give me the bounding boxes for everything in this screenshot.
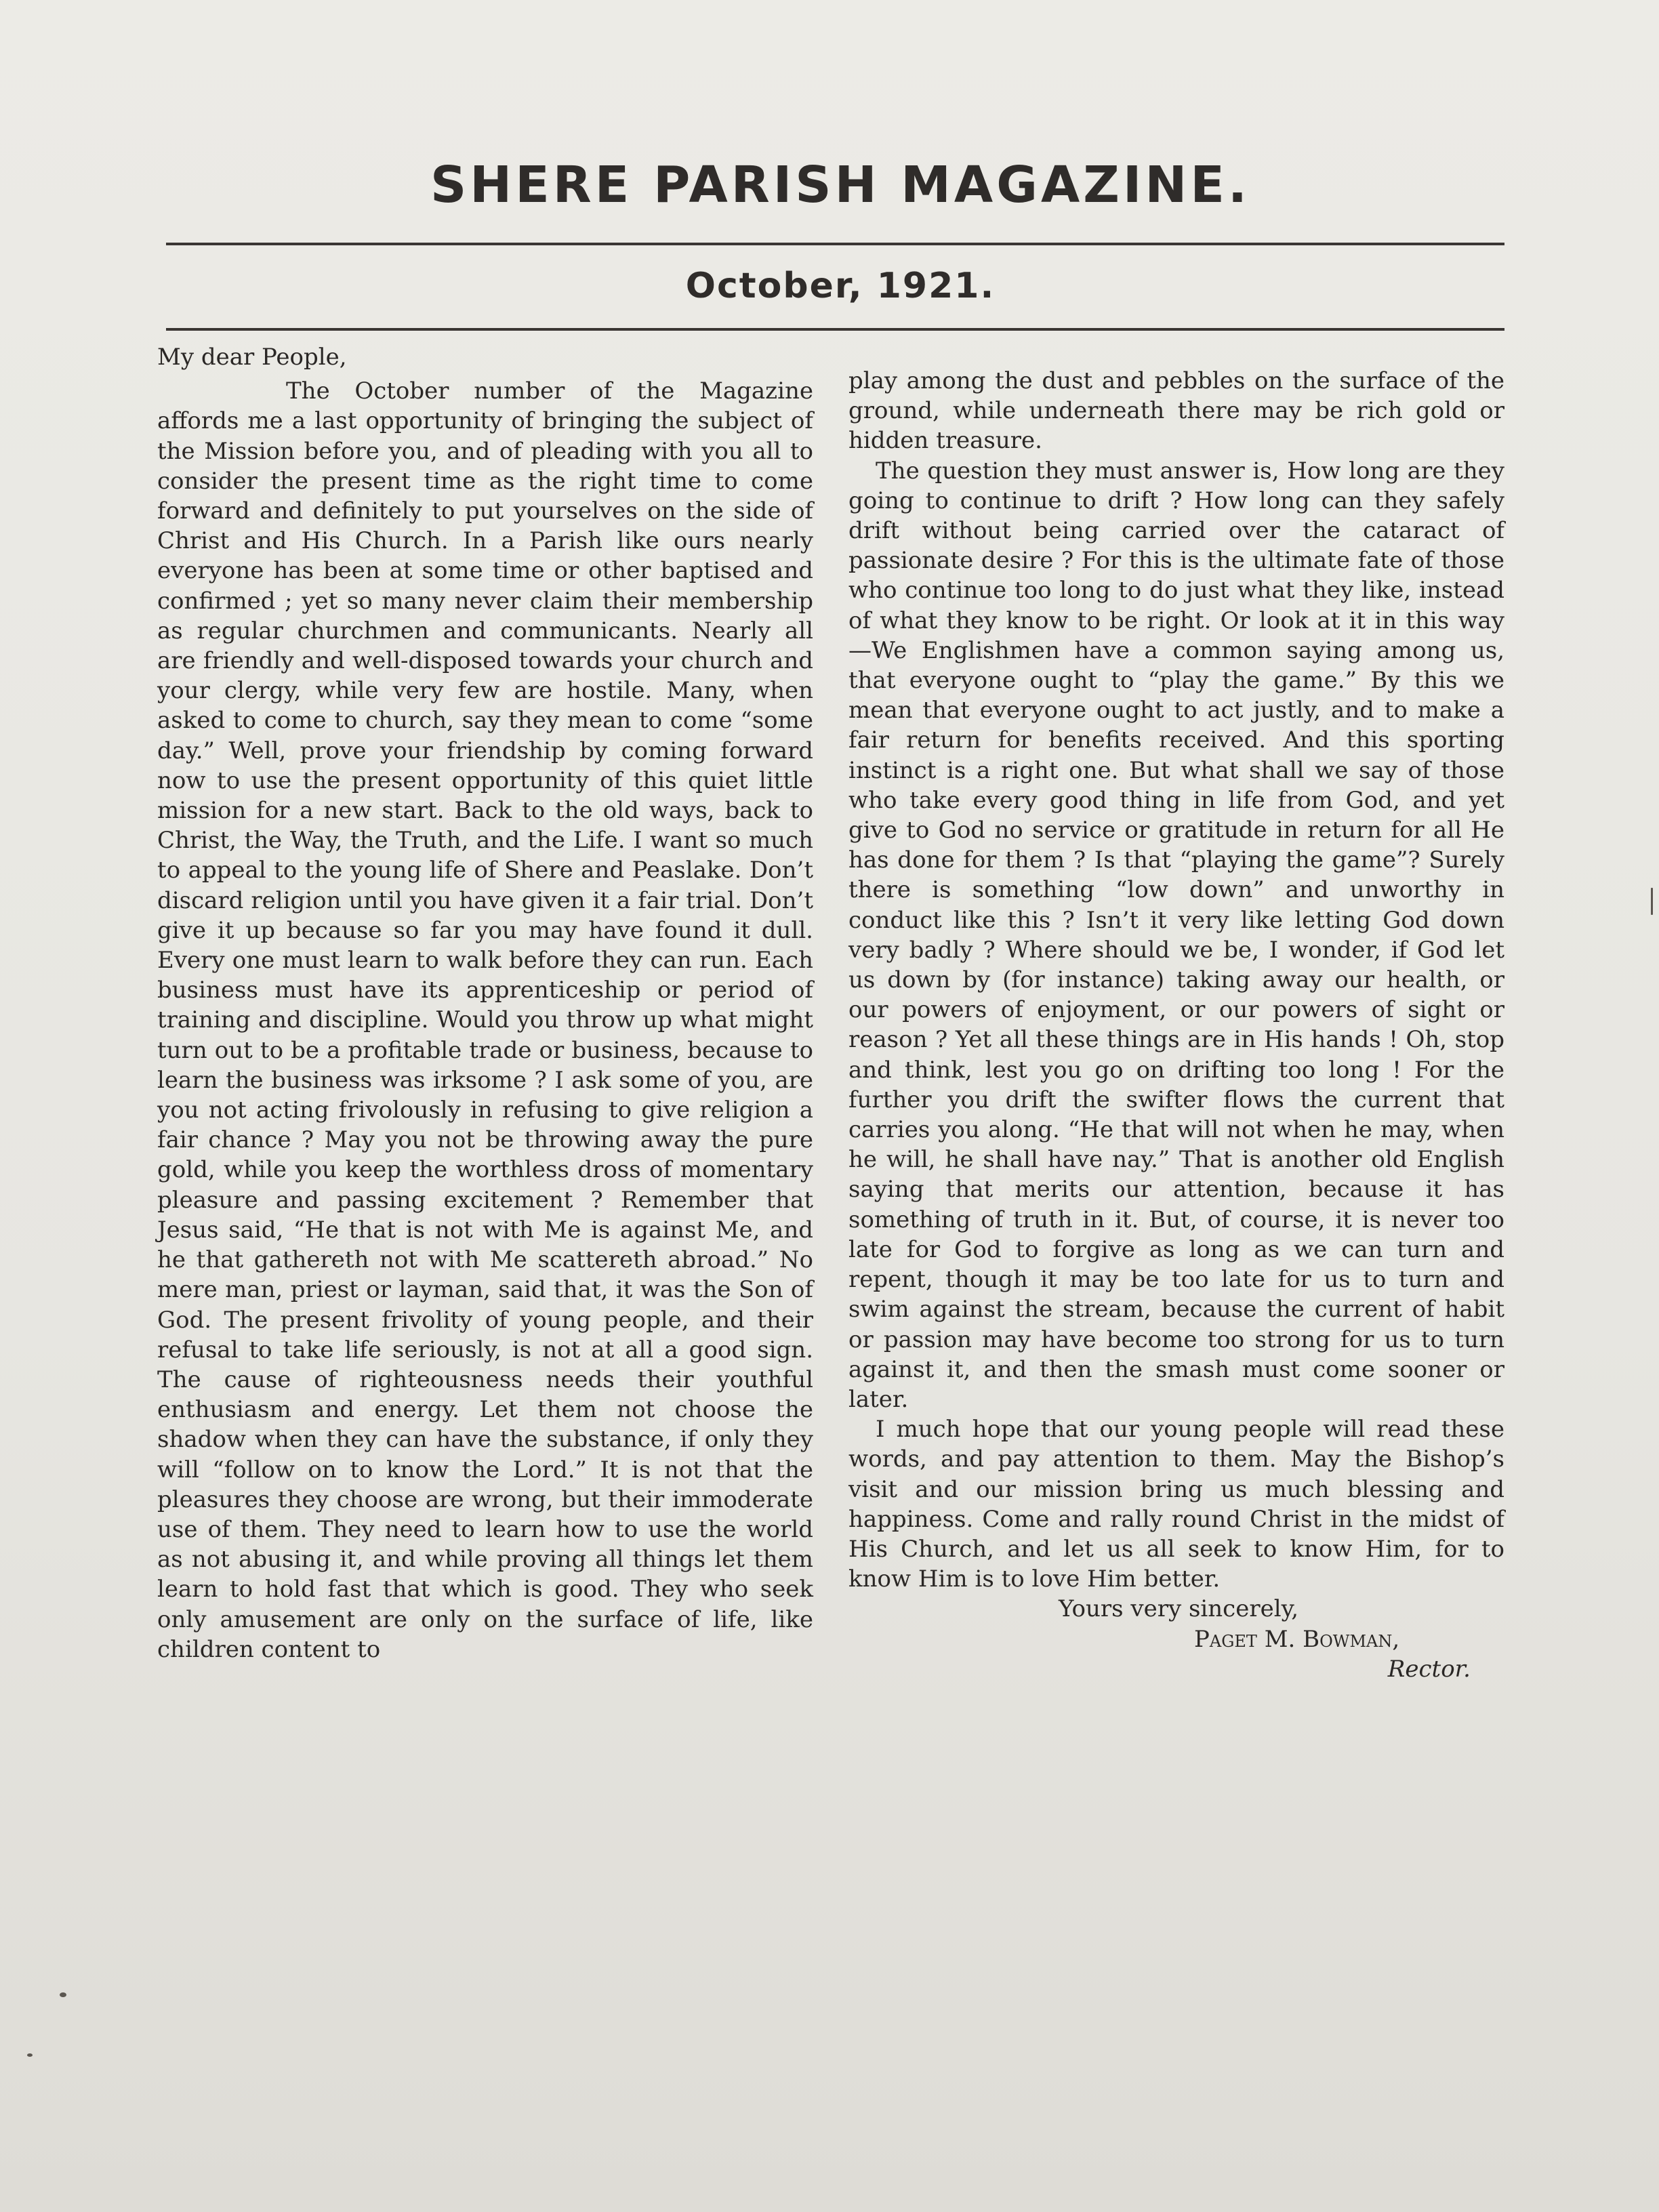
letter-paragraph-3: I much hope that our young people will read these words, and pay attention to them. May the Bishop’s visit and our mission bring us much blessing and happiness. Come and rally round Christ in the midst of His Church, and let us all seek to know Him, for to know Him is to love Him better.	[848, 1416, 1504, 1593]
letter-paragraph-1-continued: play among the dust and pebbles on the surface of the ground, while underneath there may be rich gold or hidden treasure.	[848, 367, 1504, 455]
paper-speck	[27, 2053, 33, 2057]
letter-paragraph-1: The October number of the Magazine affords me a last opportunity of bringing the subject of the Mission before you, and of pleading with you all to consider the present time as the right time to come forward and definitely to put yourselves on the side of Christ and His Church. In a Parish like ours nearly everyone has been at some time or other baptised and confirmed ; yet so many never claim their membership as regular churchmen and communicants. Nearly all are friendly and well-disposed towards your church and your clergy, while very few are hostile. Many, when asked to come to church, say they mean to come “some day.” Well, prove your friendship by coming forward now to use the present opportunity of this quiet little mission for a new start. Back to the old ways, back to Christ, the Way, the Truth, and the Life. I want so much to appeal to the young life of Shere and Peaslake. Don’t discard religion until you have given it a fair trial. Don’t give it up because so far you may have found it dull. Every one must learn to walk before they can run. Each business must have its apprenticeship or period of training and discipline. Would you throw up what might turn out to be a profitable trade or business, because to learn the business was irksome ? I ask some of you, are you not acting frivolously in refusing to give religion a fair chance ? May you not be throwing away the pure gold, while you keep the worthless dross of momentary pleasure and passing excitement ? Remember that Jesus said, “He that is not with Me is against Me, and he that gathereth not with Me scattereth abroad.” No mere man, priest or layman, said that, it was the Son of God. The present frivolity of young people, and their refusal to take life seriously, is not at all a good sign. The cause of righteousness needs their youthful enthusiasm and energy. Let them not choose the shadow when they can have the substance, if only they will “follow on to know the Lord.” It is not that the pleasures they choose are wrong, but their immoderate use of them. They need to learn how to use the world as not abusing it, and while proving all things let them learn to hold fast that which is good. They who seek only amusement are only on the surface of life, like children content to	[157, 377, 813, 1663]
signature: Paget M. Bowman,	[1194, 1625, 1400, 1653]
paper-speck	[1651, 888, 1653, 915]
signature-title: Rector.	[1387, 1655, 1471, 1683]
closing-line: Yours very sincerely,	[1059, 1595, 1299, 1623]
title-divider-top	[166, 243, 1504, 245]
letter-paragraph-2: The question they must answer is, How long are they going to continue to drift ? How long can they safely drift without being carried over the cataract of passionate desire ? For this is the ultimate fate of those who continue too long to do just what they like, instead of what they know to be right. Or look at it in this way—We Englishmen have a common saying among us, that everyone ought to “play the game.” By this we mean that everyone ought to act justly, and to make a fair return for benefits received. And this sporting instinct is a right one. But what shall we say of those who take every good thing in life from God, and yet give to God no service or gratitude in return for all He has done for them ? Is that “playing the game”? Surely there is something “low down” and unworthy in conduct like this ? Isn’t it very like letting God down very badly ? Where should we be, I wonder, if God let us down by (for instance) taking away our health, or our powers of enjoyment, or our powers of sight or reason ? Yet all these things are in His hands ! Oh, stop and think, lest you go on drifting too long ! For the further you drift the swifter flows the current that carries you along. “He that will not when he may, when he will, he shall have nay.” That is another old English saying that merits our attention, because it has something of truth in it. But, of course, it is never too late for God to forgive as long as we can turn and repent, though it may be too late for us to turn and swim against the stream, because the current of habit or passion may have become too strong for us to turn against it, and then the smash must come sooner or later.	[848, 457, 1504, 1413]
right-column	[848, 366, 1504, 1684]
issue-date: October, 1921.	[685, 266, 996, 306]
magazine-title: SHERE PARISH MAGAZINE.	[430, 156, 1250, 214]
title-divider-bottom	[166, 328, 1504, 331]
paper-speck	[60, 1992, 66, 1997]
salutation: My dear People,	[157, 344, 347, 371]
left-column	[157, 342, 813, 1664]
